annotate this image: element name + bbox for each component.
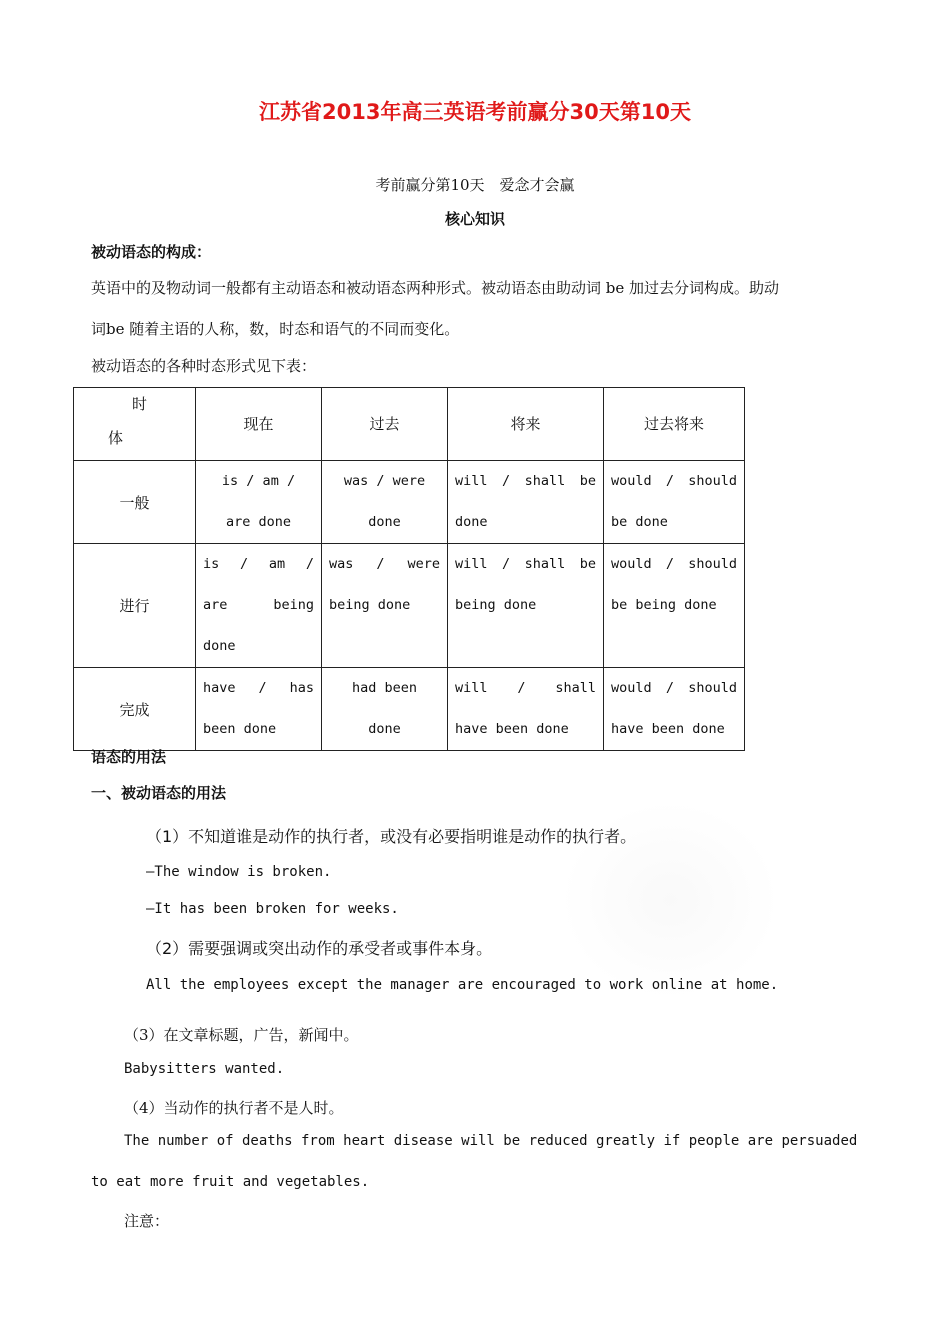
table-cell [448, 461, 604, 544]
cell-line [611, 461, 737, 502]
tense-table [73, 387, 745, 751]
table-row [74, 668, 745, 751]
cell-word: being [273, 597, 314, 613]
cell-word: shall [524, 473, 566, 489]
cell-word: will [455, 473, 488, 489]
cell-line: had been [351, 680, 418, 696]
example-2: All the employees except the manager are encouraged to work online at home. [146, 977, 779, 993]
cell-word: / [665, 473, 674, 489]
heading-usage: 语态的用法 [91, 748, 167, 766]
cell-word: / [501, 473, 511, 489]
cell-line: be being done [611, 597, 717, 613]
cell-line: been done [203, 721, 277, 737]
cell-word: / [239, 556, 249, 572]
cell-line: done [368, 514, 401, 530]
table-header-row [74, 388, 745, 461]
point-1: （1）不知道谁是动作的执行者，或没有必要指明谁是动作的执行者。 [146, 827, 637, 846]
cell-word: would [611, 473, 652, 489]
cell-word: should [688, 473, 737, 489]
cell-word: / [376, 556, 385, 572]
cell-line [611, 668, 737, 709]
note-label: 注意： [124, 1212, 170, 1230]
cell-line: was / were [343, 473, 426, 489]
corner-label-bottom: 体 [108, 429, 124, 447]
cell-word: / [665, 680, 674, 696]
cell-line: being done [329, 597, 411, 613]
intro-line-1: 英语中的及物动词一般都有主动语态和被动语态两种形式。被动语态由助动词 be 加过去分词构成。助动 [91, 279, 780, 297]
heading-formation: 被动语态的构成： [91, 243, 212, 261]
cell-word: will [455, 556, 488, 572]
cell-word: / [665, 556, 674, 572]
table-row [74, 461, 745, 544]
table-cell [448, 544, 604, 668]
cell-word: are [203, 597, 228, 613]
cell-line [611, 544, 737, 585]
cell-line: done [368, 721, 401, 737]
heading-passive-usage: 一、被动语态的用法 [91, 784, 227, 802]
cell-word: were [407, 556, 440, 572]
cell-line [455, 461, 596, 502]
cell-line: being done [455, 597, 537, 613]
cell-line: done [203, 638, 236, 654]
cell-word: was [329, 556, 354, 572]
table-cell [196, 461, 322, 544]
point-4: （4）当动作的执行者不是人时。 [124, 1099, 344, 1117]
cell-word: should [688, 680, 737, 696]
cell-word: / [517, 680, 526, 696]
cell-word: is [203, 556, 220, 572]
cell-line [203, 668, 314, 709]
table-cell [604, 461, 745, 544]
table-cell [604, 668, 745, 751]
cell-word: / [501, 556, 511, 572]
cell-line: done [455, 514, 488, 530]
page-title: 江苏省2013年高三英语考前赢分30天第10天 [259, 100, 691, 124]
header-future: 将来 [448, 388, 604, 461]
cell-word: / [258, 680, 267, 696]
cell-line [203, 585, 314, 626]
example-4-line-2: to eat more fruit and vegetables. [91, 1174, 370, 1190]
cell-line [455, 668, 596, 709]
table-cell [196, 544, 322, 668]
table-intro: 被动语态的各种时态形式见下表： [91, 357, 317, 375]
row-label: 一般 [74, 461, 196, 544]
table-cell [322, 668, 448, 751]
table-cell [322, 544, 448, 668]
cell-word: be [579, 556, 596, 572]
corner-label-top: 时 [132, 395, 148, 413]
cell-word: would [611, 680, 652, 696]
row-label: 完成 [74, 668, 196, 751]
point-3: （3）在文章标题，广告，新闻中。 [124, 1026, 359, 1044]
cell-word: shall [555, 680, 596, 696]
cell-line [203, 544, 314, 585]
row-label: 进行 [74, 544, 196, 668]
cell-word: would [611, 556, 652, 572]
table-corner-cell [74, 388, 196, 461]
table-row [74, 544, 745, 668]
example-3: Babysitters wanted. [124, 1061, 285, 1077]
header-past: 过去 [322, 388, 448, 461]
example-1b: —It has been broken for weeks. [146, 901, 399, 917]
table-cell [322, 461, 448, 544]
table-cell [196, 668, 322, 751]
cell-line [329, 544, 440, 585]
cell-line: have been done [455, 721, 569, 737]
example-1a: —The window is broken. [146, 864, 332, 880]
cell-word: am [268, 556, 286, 572]
example-4-line-1: The number of deaths from heart disease will be reduced greatly if people are persuaded [124, 1133, 858, 1149]
cell-line: is / am / [221, 473, 296, 489]
cell-word: be [579, 473, 596, 489]
table-cell [604, 544, 745, 668]
cell-word: has [289, 680, 314, 696]
cell-line: are done [225, 514, 292, 530]
point-2: （2）需要强调或突出动作的承受者或事件本身。 [146, 939, 493, 958]
cell-line: have been done [611, 721, 725, 737]
cell-word: will [455, 680, 488, 696]
cell-line [455, 544, 596, 585]
cell-word: should [688, 556, 737, 572]
cell-word: / [305, 556, 314, 572]
table-cell [448, 668, 604, 751]
intro-line-2: 词be 随着主语的人称，数，时态和语气的不同而变化。 [91, 320, 460, 338]
cell-word: shall [524, 556, 566, 572]
header-present: 现在 [196, 388, 322, 461]
section-core-knowledge: 核心知识 [444, 210, 505, 228]
subtitle: 考前赢分第10天 爱念才会赢 [375, 176, 575, 194]
cell-word: have [203, 680, 236, 696]
cell-line: be done [611, 514, 668, 530]
header-past-future: 过去将来 [604, 388, 745, 461]
